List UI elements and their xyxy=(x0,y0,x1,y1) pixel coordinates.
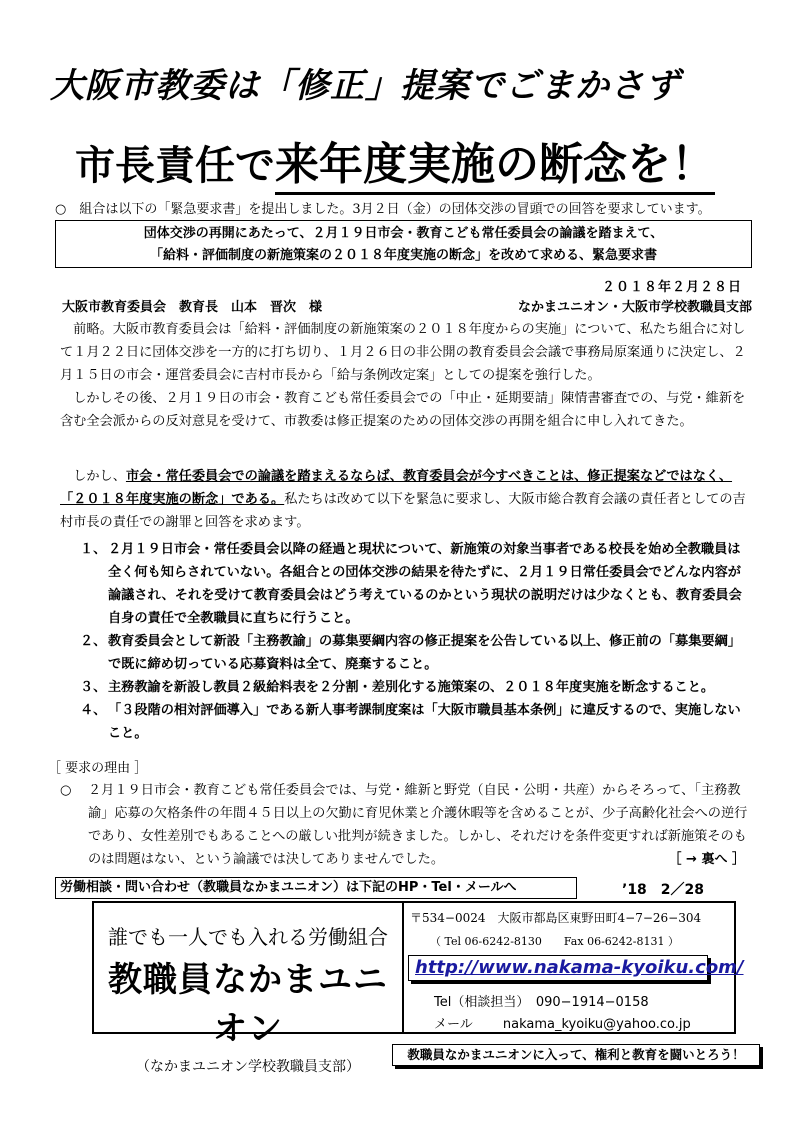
sender: なかまユニオン・大阪市学校教職員支部 xyxy=(517,300,752,315)
union-name: 教職員なかまユニオン xyxy=(108,960,388,1049)
headline-line2 xyxy=(75,128,755,192)
intro-text: ○ 組合は以下の「緊急要求書」を提出しました。3月２日（金）の団体交渉の冒頭での回答を要求しています。 xyxy=(55,202,711,217)
paragraph-3 xyxy=(60,465,750,534)
paragraph-2: しかしその後、２月１９日の市会・教育こども常任委員会での「中止・延期要請」陳情書審査での、与党・維新を含む全会派からの反対意見を受けて、市教委は修正提案のための団体交渉の再開を組合に申し入れてきた。 xyxy=(60,391,746,429)
tel-fax: （ Tel 06-6242-8130 Fax 06-6242-8131 ） xyxy=(430,935,679,948)
union-tagline: 誰でも一人でも入れる労働組合 xyxy=(108,925,388,949)
union-card xyxy=(92,901,404,1075)
email-line: メール nakama_kyoiku@yahoo.co.jp xyxy=(434,1017,691,1032)
request-title-box xyxy=(55,220,752,268)
consultation-phone: Tel（相談担当） 090−1914−0158 xyxy=(434,995,649,1010)
request-title-line2: 「給料・評価制度の新施策案の２０１８年度実施の断念」を改めて求める、緊急要求書 xyxy=(149,248,657,263)
document-date: ２０１８年２月２８日 xyxy=(601,280,742,295)
demand-text: 教育委員会として新設「主務教諭」の募集要綱内容の修正提案を公告している以上、修正前の「募集要綱」で既に締め切っている応募資料は全て、廃棄すること。 xyxy=(108,634,741,672)
website-link[interactable]: http://www.nakama-kyoiku.com/ xyxy=(415,957,744,978)
demand-number: ２、 xyxy=(80,634,107,649)
reason-paragraph xyxy=(60,779,752,871)
union-branch: （なかまユニオン学校教職員支部） xyxy=(136,1059,360,1075)
paragraph-3-emphasis: 市会・常任委員会での論議を踏まえるならば、教育委員会が今すべきことは、修正提案などではなく、「２０１８年度実施の断念」である。 xyxy=(60,469,733,507)
demand-number: ３、 xyxy=(80,680,107,695)
paragraph-3-rest: 私たちは改めて以下を緊急に要求し、大阪市総合教育会議の責任者としての吉村市長の責任での謝罪と回答を求めます。 xyxy=(60,492,746,530)
issue-date: ’18 2／28 xyxy=(622,882,705,898)
reason-title: ［ 要求の理由 ］ xyxy=(48,761,148,776)
demand-text: 主務教諭を新設し教員２級給料表を２分割・差別化する施策案の、２０１８年度実施を断念すること。 xyxy=(108,680,715,695)
headline-prefix: 市長責任で xyxy=(75,143,275,189)
headline-line1: 大阪市教委は「修正」提案でごまかさず xyxy=(50,66,680,106)
contact-bar: 労働相談・問い合わせ（教職員なかまユニオン）は下記のHP・Tel・メールへ xyxy=(55,877,577,899)
postal-address: 〒534−0024 大阪市都島区東野田町4−7−26−304 xyxy=(410,911,702,925)
demand-item xyxy=(80,630,750,676)
demand-number: ４、 xyxy=(80,703,107,718)
reason-text: ２月１９日市会・教育こども常任委員会では、与党・維新と野党（自民・公明・共産）からそろって、「主務教諭」応募の欠格条件の年間４５日以上の欠勤に育児休業と介護休暇等を含めることが、少子高齢化社会への逆行であり、女性差別でもあることへの厳しい批判が続きました。しかし、それだけを条件変更すれば新施策そのものは問題はない、という論議では決してありませんでした。 xyxy=(88,783,748,867)
website-link-box xyxy=(408,955,744,981)
slogan-box: 教職員なかまユニオンに入って、権利と教育を闘いとろう！ xyxy=(392,1044,760,1066)
reason-bullet: ○ xyxy=(60,783,72,798)
addressee: 大阪市教育委員会 教育長 山本 晋次 様 xyxy=(62,300,323,315)
demand-text: ２月１９日市会・常任委員会以降の経過と現状について、新施策の対象当事者である校長を始め全教職員は全く何も知らされていない。各組合との団体交渉の結果を待たずに、２月１９日常任委員会でどんな内容が論議され、それを受けて教育委員会はどう考えているのかという現状の説明だけは少なくとも、教育委員会自身の責任で全教職員に直ちに行うこと。 xyxy=(108,542,742,626)
demand-item xyxy=(80,676,750,699)
demand-text: 「３段階の相対評価導入」である新人事考課制度案は「大阪市職員基本条例」に違反するので、実施しないこと。 xyxy=(108,703,741,741)
demand-item xyxy=(80,699,750,745)
contact-card xyxy=(404,901,744,1034)
turn-over-note: ［ → 裏へ ］ xyxy=(668,852,745,867)
request-title-line1: 団体交渉の再開にあたって、２月１９日市会・教育こども常任委員会の論議を踏まえて、 xyxy=(143,226,664,241)
headline-main: 来年度実施の断念を！ xyxy=(275,139,715,195)
paragraph-3-lead: しかし、 xyxy=(60,469,126,484)
demand-number: １、 xyxy=(80,542,107,557)
demands-list xyxy=(80,538,750,745)
demand-item xyxy=(80,538,750,630)
paragraph-1: 前略。大阪市教育委員会は「給料・評価制度の新施策案の２０１８年度からの実施」について、私たち組合に対して１月２２日に団体交渉を一方的に打ち切り、１月２６日の非公開の教育委員会会議で事務局原案通りに決定し、２月１５日の市会・運営委員会に吉村市長から「給与条例改定案」としての提案を強行した。 xyxy=(60,322,746,383)
